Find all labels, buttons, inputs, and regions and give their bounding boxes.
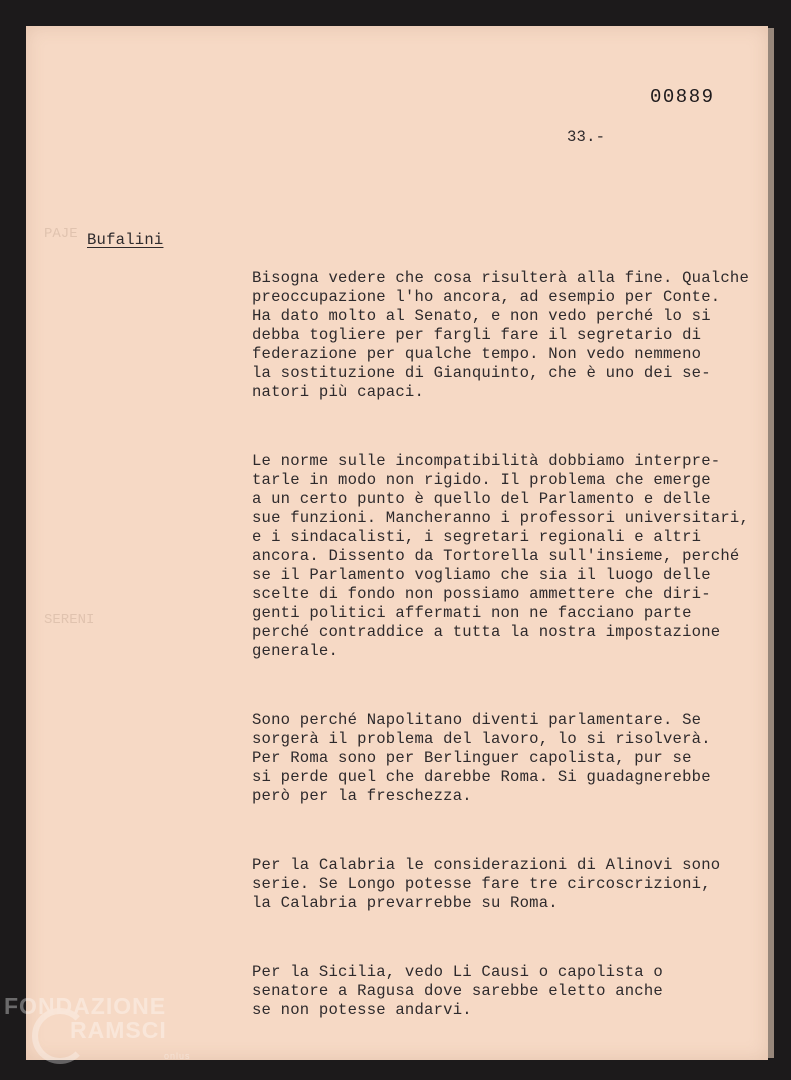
watermark-line-1: FONDAZIONE bbox=[4, 993, 167, 1019]
speaker-name: Bufalini bbox=[87, 231, 164, 249]
show-through-text: SERENI bbox=[44, 612, 95, 628]
paragraph-5: Per la Sicilia, vedo Li Causi o capolista o senatore a Ragusa dove sarebbe eletto anche se non potesse andarvi. bbox=[252, 963, 663, 1019]
paragraph-4: Per la Calabria le considerazioni di Alinovi sono serie. Se Longo potesse fare tre circoscrizioni, la Calabria prevarrebbe su Roma. bbox=[252, 856, 721, 912]
page-edge bbox=[768, 28, 774, 1058]
paragraph-1: Bisogna vedere che cosa risulterà alla fine. Qualche preoccupazione l'ho ancora, ad esempio per Conte. Ha dato molto al Senato, e non vedo perché lo si debba togliere per fargli fare il segretario di federazione per qualche tempo. Non vedo nemmeno la sostituzione di Gianquinto, che è uno dei se- natori più capaci. bbox=[252, 269, 750, 401]
page-number: 33.- bbox=[567, 128, 606, 146]
paragraph-3: Sono perché Napolitano diventi parlamentare. Se sorgerà il problema del lavoro, lo si risolverà. Per Roma sono per Berlinguer capolista, pur se si perde quel che darebbe Roma. Si guadagnerebbe però per la freschezza. bbox=[252, 711, 711, 805]
document-number: 00889 bbox=[650, 86, 715, 108]
paragraph-2: Le norme sulle incompatibilità dobbiamo interpre- tarle in modo non rigido. Il problema che emerge a un certo punto è quello del Parlamento e delle sue funzioni. Mancheranno i professori universitari, e i sindacalisti, i segretari regionali e altri ancora. Dissento da Tortorella sull'insieme, perché se il Parlamento vogliamo che sia il luogo delle scelte di fondo non possiamo ammettere che diri- genti politici affermati non ne facciano parte perché contraddice a tutta la nostra impostazione generale. bbox=[252, 452, 750, 660]
body-text bbox=[252, 231, 752, 1051]
show-through-text: PAJE bbox=[44, 226, 78, 242]
watermark-line-2: RAMSCI bbox=[70, 1017, 167, 1043]
watermark-small: onlus bbox=[164, 1051, 191, 1061]
